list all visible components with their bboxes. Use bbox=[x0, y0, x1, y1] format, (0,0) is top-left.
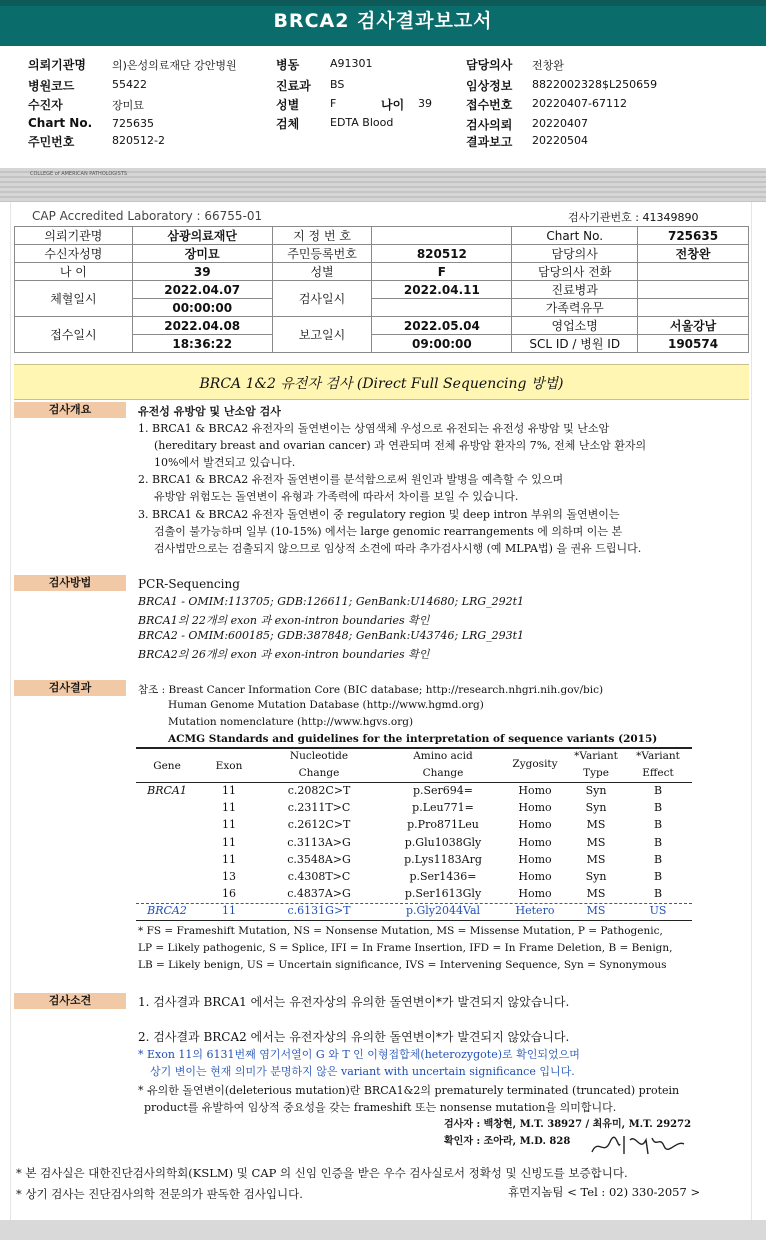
label-id: 주민번호 bbox=[28, 135, 75, 149]
overview-line: 10%에서 발견되고 있습니다. bbox=[154, 456, 296, 469]
info-cell: 성별 bbox=[272, 263, 372, 281]
col-header-nucleotide-2: Change bbox=[298, 767, 340, 779]
value-requester: 의)은성의료재단 강안병원 bbox=[112, 59, 237, 72]
info-cell: 2022.04.08 bbox=[132, 317, 272, 335]
opinion-definition-1: * 유의한 돌연변이(deleterious mutation)란 BRCA1&2의 prematurely terminated (truncated) protein bbox=[138, 1084, 680, 1097]
value-id: 820512-2 bbox=[112, 134, 165, 147]
info-row bbox=[15, 263, 749, 281]
value-doctor: 전창완 bbox=[532, 59, 564, 72]
info-cell: 장미묘 bbox=[132, 245, 272, 263]
info-row bbox=[15, 245, 749, 263]
label-dept: 진료과 bbox=[276, 79, 311, 93]
method-line: BRCA2 - OMIM:600185; GDB:387848; GenBank:U43746; LRG_293t1 bbox=[138, 629, 525, 642]
info-row bbox=[15, 317, 749, 335]
variant-cell: c.3113A>G bbox=[287, 835, 351, 849]
variant-cell: Homo bbox=[518, 818, 552, 832]
table-bottom-rule bbox=[136, 920, 692, 921]
overview-line: 1. BRCA1 & BRCA2 유전자의 돌연변이는 상염색체 우성으로 유전되는 유전성 유방암 및 난소암 bbox=[138, 422, 610, 435]
variant-cell: p.Pro871Leu bbox=[407, 818, 479, 832]
info-cell: 서울강남 bbox=[638, 317, 749, 335]
col-header-zygosity: Zygosity bbox=[512, 758, 558, 770]
info-cell: 00:00:00 bbox=[132, 299, 272, 317]
variant-cell: c.2311T>C bbox=[287, 801, 351, 815]
label-doctor: 담당의사 bbox=[466, 58, 513, 72]
info-cell: 2022.05.04 bbox=[372, 317, 512, 335]
reference-line: Human Genome Mutation Database (http://www.hgmd.org) bbox=[168, 699, 484, 711]
opinion-line-2: 2. 검사결과 BRCA2 에서는 유전자상의 유의한 돌연변이*가 발견되지 않았습니다. bbox=[138, 1030, 570, 1044]
method-line: BRCA1 - OMIM:113705; GDB:126611; GenBank:U14680; LRG_292t1 bbox=[138, 595, 525, 608]
variant-cell: 16 bbox=[222, 887, 236, 901]
label-specimen: 검체 bbox=[276, 117, 300, 131]
institution-number: 검사기관번호 : 41349890 bbox=[568, 211, 699, 224]
info-cell: 수신자성명 bbox=[15, 245, 133, 263]
variant-cell: 11 bbox=[222, 852, 236, 866]
table-header-rule bbox=[136, 782, 692, 783]
cap-accreditation: CAP Accredited Laboratory : 66755-01 bbox=[32, 209, 263, 223]
cap-band-text: COLLEGE of AMERICAN PATHOLOGISTS bbox=[30, 171, 128, 177]
variant-cell: 11 bbox=[222, 784, 236, 797]
value-age: 39 bbox=[418, 97, 432, 110]
value-ward: A91301 bbox=[330, 57, 373, 70]
info-cell: 삼광의료재단 bbox=[132, 227, 272, 245]
col-header-nucleotide: Nucleotide bbox=[289, 750, 349, 762]
value-request: 20220407 bbox=[532, 117, 588, 130]
variant-cell: Hetero bbox=[515, 904, 555, 918]
overview-line: 3. BRCA1 & BRCA2 유전자 돌연변이 중 regulatory region 및 deep intron 부위의 돌연변이는 bbox=[138, 508, 620, 521]
label-chart: Chart No. bbox=[28, 116, 93, 130]
variant-cell: 13 bbox=[222, 870, 236, 883]
confirmer: 확인자 : 조아라, M.D. 828 bbox=[444, 1136, 571, 1147]
info-cell: 39 bbox=[132, 263, 272, 281]
info-cell: 담당의사 전화 bbox=[512, 263, 638, 281]
value-patient: 장미묘 bbox=[112, 99, 144, 112]
variant-cell: c.3548A>G bbox=[287, 852, 351, 866]
info-cell bbox=[372, 299, 512, 317]
variant-cell: BRCA2 bbox=[147, 904, 187, 918]
col-header-amino-2: Change bbox=[422, 767, 464, 779]
col-header-exon: Exon bbox=[215, 760, 243, 772]
info-cell: F bbox=[372, 263, 512, 281]
report-title: BRCA2 검사결과보고서 bbox=[273, 10, 493, 32]
opinion-line-1: 1. 검사결과 BRCA1 에서는 유전자상의 유의한 돌연변이*가 발견되지 않았습니다. bbox=[138, 995, 570, 1009]
variant-cell: MS bbox=[586, 887, 606, 901]
label-report: 결과보고 bbox=[466, 135, 513, 149]
opinion-variant-note-1: * Exon 11의 6131번째 염기서열이 G 와 T 인 이형접합체(heterozygote)로 확인되었으며 bbox=[138, 1048, 580, 1061]
value-dept: BS bbox=[330, 78, 345, 91]
reference-line: ACMG Standards and guidelines for the interpretation of sequence variants (2015) bbox=[168, 733, 658, 745]
info-cell: 09:00:00 bbox=[372, 335, 512, 353]
info-cell: 담당의사 bbox=[512, 245, 638, 263]
label-requester: 의뢰기관명 bbox=[28, 58, 86, 72]
col-header-gene: Gene bbox=[153, 760, 181, 772]
variant-cell: MS bbox=[586, 904, 606, 918]
info-cell bbox=[638, 281, 749, 299]
info-cell: 190574 bbox=[638, 335, 749, 353]
info-cell: 검사일시 bbox=[272, 281, 372, 317]
variant-cell: c.4837A>G bbox=[287, 887, 351, 901]
bottom-band bbox=[0, 1220, 766, 1240]
label-hospital-code: 병원코드 bbox=[28, 79, 75, 93]
test-title: BRCA 1&2 유전자 검사 (Direct Full Sequencing 방법) bbox=[199, 376, 564, 392]
info-cell: 접수일시 bbox=[15, 317, 133, 353]
variant-cell: Homo bbox=[518, 887, 552, 901]
variant-cell: Homo bbox=[518, 852, 552, 866]
label-clinical: 임상정보 bbox=[466, 79, 513, 93]
label-ward: 병동 bbox=[276, 58, 300, 72]
method-line: BRCA2의 26개의 exon 과 exon-intron boundaries 확인 bbox=[138, 648, 430, 661]
label-sex: 성별 bbox=[276, 98, 300, 112]
variant-cell: Homo bbox=[518, 835, 552, 849]
info-cell: 전창완 bbox=[638, 245, 749, 263]
variant-cell: Homo bbox=[518, 784, 552, 797]
value-receipt: 20220407-67112 bbox=[532, 97, 627, 110]
col-header-amino: Amino acid bbox=[413, 750, 473, 762]
variant-cell: 11 bbox=[222, 904, 236, 918]
section-label-result: 검사결과 bbox=[14, 680, 126, 696]
variant-cell: B bbox=[653, 835, 663, 849]
info-cell: 보고일시 bbox=[272, 317, 372, 353]
variant-cell: p.Ser1613Gly bbox=[404, 887, 482, 901]
variant-cell: p.Leu771= bbox=[412, 801, 474, 815]
variant-cell: p.Ser694= bbox=[412, 784, 474, 797]
variant-cell: B bbox=[653, 801, 663, 815]
opinion-definition-2: product를 유발하여 임상적 중요성을 갖는 frameshift 또는 nonsense mutation을 의미합니다. bbox=[144, 1101, 617, 1114]
variant-cell: p.Gly2044Val bbox=[405, 904, 481, 918]
section-label-opinion: 검사소견 bbox=[14, 993, 126, 1009]
variant-cell: c.2082C>T bbox=[287, 784, 351, 797]
footer-note: * 상기 검사는 진단검사의학 전문의가 판독한 검사입니다. bbox=[16, 1187, 303, 1201]
info-cell bbox=[372, 227, 512, 245]
info-cell: 주민등록번호 bbox=[272, 245, 372, 263]
col-header-variant-effect-2: Effect bbox=[642, 767, 674, 779]
patient-info-table bbox=[14, 226, 749, 353]
overview-line: 2. BRCA1 & BRCA2 유전자 돌연변이를 분석함으로써 원인과 발병을 예측할 수 있으며 bbox=[138, 473, 564, 486]
variant-cell: p.Lys1183Arg bbox=[404, 852, 482, 866]
info-cell: 의뢰기관명 bbox=[15, 227, 133, 245]
info-cell: 18:36:22 bbox=[132, 335, 272, 353]
variant-cell: MS bbox=[586, 818, 606, 832]
info-cell: 지 정 번 호 bbox=[272, 227, 372, 245]
info-cell: SCL ID / 병원 ID bbox=[512, 335, 638, 353]
info-cell: 영업소명 bbox=[512, 317, 638, 335]
variant-cell: B bbox=[653, 784, 663, 797]
footnote-line: LP = Likely pathogenic, S = Splice, IFI = In Frame Insertion, IFD = In Frame Deletion, B = Benign, bbox=[138, 942, 673, 954]
variant-cell: p.Ser1436= bbox=[409, 870, 477, 883]
info-cell bbox=[638, 263, 749, 281]
variant-cell: Syn bbox=[585, 870, 607, 883]
info-cell: 2022.04.11 bbox=[372, 281, 512, 299]
info-cell: 나 이 bbox=[15, 263, 133, 281]
variant-cell: 11 bbox=[222, 801, 236, 815]
value-hospital-code: 55422 bbox=[112, 78, 147, 91]
variant-cell: Syn bbox=[585, 801, 607, 815]
variant-cell: 11 bbox=[222, 835, 236, 849]
variant-cell: B bbox=[653, 870, 663, 883]
variant-cell: BRCA1 bbox=[147, 784, 187, 797]
method-line: PCR-Sequencing bbox=[138, 577, 240, 591]
variant-cell: B bbox=[653, 852, 663, 866]
info-cell: 725635 bbox=[638, 227, 749, 245]
info-cell: 가족력유무 bbox=[512, 299, 638, 317]
info-row bbox=[15, 227, 749, 245]
label-patient: 수진자 bbox=[28, 98, 63, 112]
opinion-variant-note-2: 상기 변이는 현재 의미가 분명하지 않은 variant with uncertain significance 입니다. bbox=[150, 1065, 575, 1078]
method-line: BRCA1의 22개의 exon 과 exon-intron boundaries 확인 bbox=[138, 614, 430, 627]
info-cell: 820512 bbox=[372, 245, 512, 263]
footnote-line: LB = Likely benign, US = Uncertain significance, IVS = Intervening Sequence, Syn = Synonymous bbox=[138, 959, 667, 971]
value-specimen: EDTA Blood bbox=[330, 116, 394, 129]
variant-cell: c.2612C>T bbox=[287, 818, 351, 832]
variant-cell: Homo bbox=[518, 870, 552, 883]
col-header-variant-type: *Variant bbox=[574, 750, 618, 762]
reference-line: Mutation nomenclature (http://www.hgvs.org) bbox=[168, 716, 414, 728]
variant-cell: p.Glu1038Gly bbox=[404, 835, 482, 849]
variant-cell: Homo bbox=[518, 801, 552, 815]
col-header-variant-effect: *Variant bbox=[636, 750, 680, 762]
overview-line: 검출이 불가능하며 일부 (10-15%) 에서는 large genomic rearrangements 에 의하며 이는 본 bbox=[154, 525, 623, 538]
variant-cell: US bbox=[649, 904, 667, 918]
variant-cell: Syn bbox=[585, 784, 607, 797]
label-request: 검사의뢰 bbox=[466, 118, 513, 132]
table-top-rule bbox=[136, 747, 692, 749]
variant-cell: c.4308T>C bbox=[287, 870, 351, 883]
section-label-method: 검사방법 bbox=[14, 575, 126, 591]
label-receipt: 접수번호 bbox=[466, 98, 513, 112]
info-row bbox=[15, 281, 749, 299]
variant-cell: B bbox=[653, 887, 663, 901]
info-cell: 체혈일시 bbox=[15, 281, 133, 317]
col-header-variant-type-2: Type bbox=[583, 767, 609, 779]
variant-cell: MS bbox=[586, 835, 606, 849]
examiner: 검사자 : 백창현, M.T. 38927 / 최유미, M.T. 29272 bbox=[444, 1119, 692, 1130]
footer-certification: * 본 검사실은 대한진단검사의학회(KSLM) 및 CAP 의 신임 인증을 받은 우수 검사실로서 정확성 및 신빙도를 보증합니다. bbox=[16, 1166, 628, 1180]
footer-contact: 휴먼지놈팀 < Tel : 02) 330-2057 > bbox=[508, 1185, 701, 1199]
variant-cell: c.6131G>T bbox=[287, 904, 351, 918]
label-age: 나이 bbox=[381, 98, 405, 112]
info-cell: 2022.04.07 bbox=[132, 281, 272, 299]
overview-line: 유방암 위험도는 돌연변이 유형과 가족력에 따라서 차이를 보일 수 있습니다. bbox=[154, 490, 519, 503]
variant-cell: B bbox=[653, 818, 663, 832]
overview-line: 검사법만으로는 검출되지 않으므로 임상적 소견에 따라 추가검사시행 (예 MLPA법) 을 권유 드립니다. bbox=[154, 542, 642, 555]
overview-heading: 유전성 유방암 및 난소암 검사 bbox=[138, 405, 281, 418]
gene-separator bbox=[136, 903, 692, 904]
value-report: 20220504 bbox=[532, 134, 588, 147]
section-label-overview: 검사개요 bbox=[14, 402, 126, 418]
value-chart: 725635 bbox=[112, 117, 154, 130]
footnote-line: * FS = Frameshift Mutation, NS = Nonsense Mutation, MS = Missense Mutation, P = Pathogenic, bbox=[138, 925, 663, 937]
variant-cell: MS bbox=[586, 852, 606, 866]
value-sex: F bbox=[330, 97, 337, 110]
info-cell: 진료병과 bbox=[512, 281, 638, 299]
signature bbox=[590, 1130, 686, 1158]
info-cell bbox=[638, 299, 749, 317]
variant-cell: 11 bbox=[222, 818, 236, 832]
overview-line: (hereditary breast and ovarian cancer) 과 연관되며 전체 유방암 환자의 7%, 전체 난소암 환자의 bbox=[154, 439, 647, 452]
info-cell: Chart No. bbox=[512, 227, 638, 245]
reference-line: 참조 : Breast Cancer Information Core (BIC database; http://research.nhgri.nih.gov/bic) bbox=[138, 684, 604, 696]
value-clinical: 8822002328$L250659 bbox=[532, 78, 658, 91]
